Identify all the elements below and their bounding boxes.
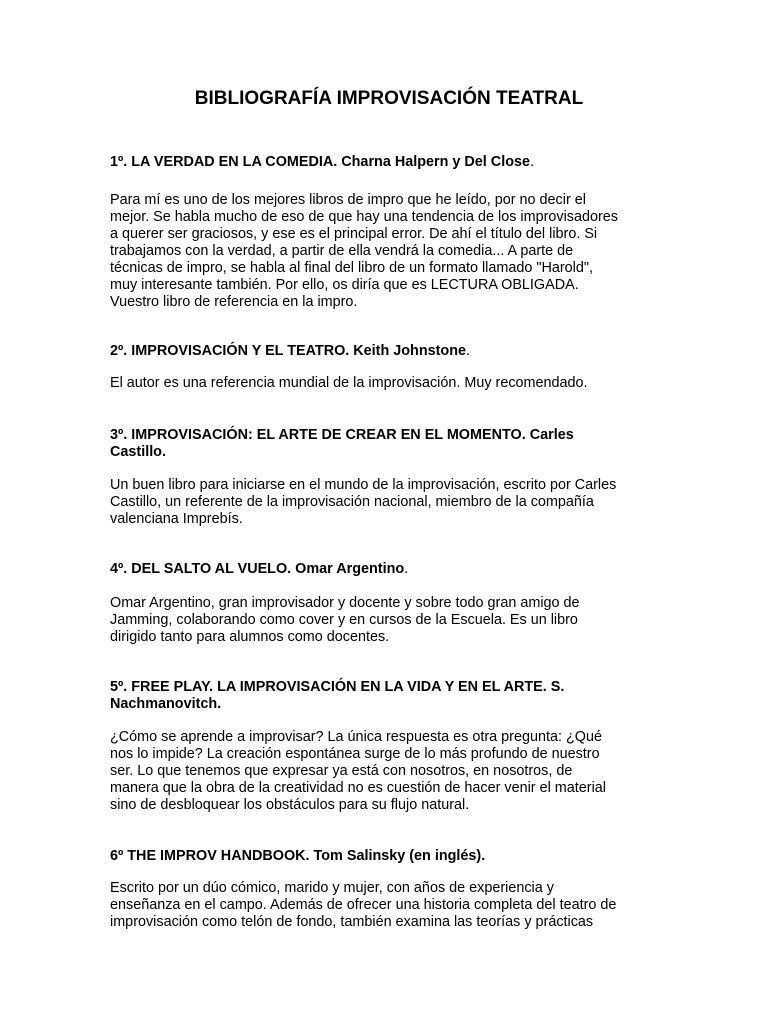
entry-6-heading <box>110 848 655 865</box>
entry-1-heading-line: 1º. LA VERDAD EN LA COMEDIA. Charna Halpern y Del Close <box>110 154 530 170</box>
entry-1-heading <box>110 154 655 171</box>
entry-4-heading-trail: . <box>404 561 409 577</box>
entry-6-description-line: enseñanza en el campo. Además de ofrecer una historia completa del teatro de <box>110 897 617 913</box>
entry-6-description <box>110 880 655 931</box>
entry-3-description-line: valenciana Imprebís. <box>110 511 243 527</box>
entry-1-description-line: técnicas de impro, se habla al final del libro de un formato llamado "Harold", <box>110 260 593 276</box>
entry-1-heading-trail: . <box>530 154 534 170</box>
entry-1-description-line: Para mí es uno de los mejores libros de impro que he leído, por no decir el <box>110 192 586 208</box>
entry-2-description <box>110 375 655 392</box>
entry-5-heading-line: 5º. FREE PLAY. LA IMPROVISACIÓN EN LA VIDA Y EN EL ARTE. S. <box>110 679 565 695</box>
entry-1-description-line: mejor. Se habla mucho de eso de que hay una tendencia de los improvisadores <box>110 209 618 225</box>
document-title: BIBLIOGRAFÍA IMPROVISACIÓN TEATRAL <box>194 88 584 109</box>
entry-3-description <box>110 477 655 528</box>
entry-1-description-line: a querer ser graciosos, y ese es el principal error. De ahí el título del libro. Si <box>110 226 598 242</box>
entry-5-description <box>110 729 655 814</box>
entry-4-heading <box>110 561 655 578</box>
entry-2-heading-line: 2º. IMPROVISACIÓN Y EL TEATRO. Keith Johnstone <box>110 343 467 359</box>
entry-5-description-line: nos lo impide? La creación espontánea surge de lo más profundo de nuestro <box>110 746 600 762</box>
entry-4-description-line: Jamming, colaborando como cover y en cursos de la Escuela. Es un libro <box>110 612 578 628</box>
entry-2-heading <box>110 343 655 360</box>
entry-5-heading <box>110 679 655 713</box>
entry-3-heading-line: Castillo. <box>110 444 166 460</box>
entry-5-description-line: ser. Lo que tenemos que expresar ya está con nosotros, en nosotros, de <box>110 763 573 779</box>
entry-1-description <box>110 192 655 311</box>
entry-6-heading-line: 6º THE IMPROV HANDBOOK. Tom Salinsky (en inglés). <box>110 848 486 864</box>
entry-5-heading-line: Nachmanovitch. <box>110 696 222 712</box>
entry-5-description-line: sino de desbloquear los obstáculos para su flujo natural. <box>110 797 470 813</box>
entry-1-description-line: muy interesante también. Por ello, os diría que es LECTURA OBLIGADA. <box>110 277 579 293</box>
entry-3-description-line: Un buen libro para iniciarse en el mundo de la improvisación, escrito por Carles <box>110 477 617 493</box>
entry-2-heading-trail: . <box>466 343 471 359</box>
entry-4-description <box>110 595 655 646</box>
entry-5-description-line: ¿Cómo se aprende a improvisar? La única respuesta es otra pregunta: ¿Qué <box>110 729 602 745</box>
entry-6-description-line: improvisación como telón de fondo, también examina las teorías y prácticas <box>110 914 594 930</box>
entry-5-description-line: manera que la obra de la creatividad no es cuestión de hacer venir el material <box>110 780 606 796</box>
entry-2-description-line: El autor es una referencia mundial de la improvisación. Muy recomendado. <box>110 375 588 391</box>
entry-4-heading-line: 4º. DEL SALTO AL VUELO. Omar Argentino <box>110 561 405 577</box>
entry-4-description-line: Omar Argentino, gran improvisador y docente y sobre todo gran amigo de <box>110 595 580 611</box>
entry-3-heading <box>110 427 655 461</box>
entry-3-heading-line: 3º. IMPROVISACIÓN: EL ARTE DE CREAR EN EL MOMENTO. Carles <box>110 427 574 443</box>
entry-4-description-line: dirigido tanto para alumnos como docentes. <box>110 629 390 645</box>
entry-6-description-line: Escrito por un dúo cómico, marido y mujer, con años de experiencia y <box>110 880 554 896</box>
entry-1-description-line: Vuestro libro de referencia en la impro. <box>110 294 358 310</box>
entry-3-description-line: Castillo, un referente de la improvisación nacional, miembro de la compañía <box>110 494 594 510</box>
entry-1-description-line: trabajamos con la verdad, a partir de ella vendrá la comedia... A parte de <box>110 243 574 259</box>
